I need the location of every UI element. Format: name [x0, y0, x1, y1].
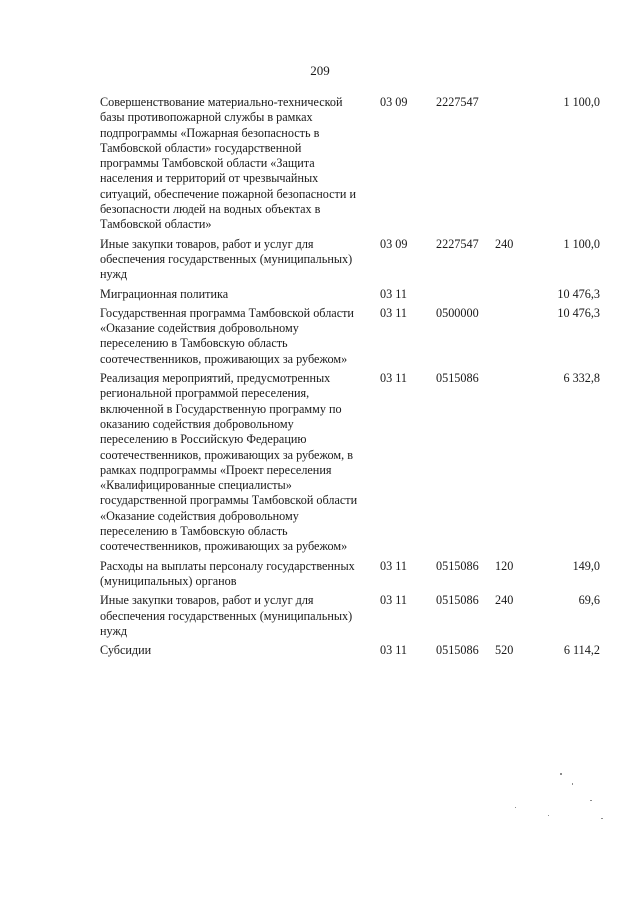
table-row [0, 95, 640, 233]
row-section-code: 03 11 [380, 558, 407, 573]
scan-speck [590, 800, 592, 801]
row-amount: 6 114,2 [563, 643, 600, 658]
table-row [0, 559, 640, 590]
row-section-code: 03 11 [380, 286, 407, 301]
scan-speck [560, 773, 562, 775]
row-description: Реализация мероприятий, предусмотренных региональной программой переселения, включенной в Государственную программу по оказанию содействия добровольному переселению в Российскую Федерацию соотечественников, проживающих за рубежом, в рамках подпрограммы «Проект переселения «Квалифицированные специалисты» государственной программы Тамбовской области «Оказание содействия добровольному переселению в Тамбовскую область соотечественников, проживающих за рубежом» [100, 371, 358, 554]
row-amount: 6 332,8 [563, 371, 600, 386]
row-target-code: 0515086 [436, 371, 479, 386]
row-target-code: 0515086 [436, 593, 479, 608]
row-amount: 10 476,3 [557, 286, 600, 301]
row-target-code: 2227547 [436, 95, 479, 109]
row-target-code: 2227547 [436, 236, 479, 251]
row-section-code: 03 09 [380, 236, 408, 251]
row-section-code: 03 11 [380, 305, 407, 320]
row-section-code: 03 11 [380, 643, 407, 658]
scan-speck [601, 818, 603, 819]
row-amount: 1 100,0 [563, 95, 600, 109]
budget-table [0, 95, 640, 662]
row-amount: 1 100,0 [563, 236, 600, 251]
table-row [0, 306, 640, 367]
row-target-code: 0515086 [436, 558, 479, 573]
scan-speck [572, 783, 573, 785]
table-row [0, 287, 640, 302]
table-row [0, 643, 640, 658]
row-section-code: 03 11 [380, 371, 407, 386]
row-expense-type: 240 [495, 236, 514, 251]
row-expense-type: 240 [495, 593, 514, 608]
row-expense-type: 520 [495, 643, 514, 658]
row-expense-type: 120 [495, 558, 514, 573]
row-description: Миграционная политика [100, 286, 229, 301]
row-section-code: 03 11 [380, 593, 407, 608]
page-number: 209 [310, 63, 330, 78]
row-description: Иные закупки товаров, работ и услуг для обеспечения государственных (муниципальных) нужд [100, 593, 353, 638]
table-row [0, 593, 640, 639]
row-amount: 69,6 [578, 593, 600, 608]
table-row [0, 237, 640, 283]
row-amount: 10 476,3 [557, 305, 600, 320]
table-row [0, 371, 640, 555]
row-description: Расходы на выплаты персоналу государственных (муниципальных) органов [100, 558, 355, 588]
row-description: Субсидии [100, 643, 152, 658]
row-target-code: 0500000 [436, 305, 479, 320]
row-section-code: 03 09 [380, 95, 408, 109]
row-target-code: 0515086 [436, 643, 479, 658]
row-description: Совершенствование материально-технической базы противопожарной службы в рамках подпрограммы «Пожарная безопасность в Тамбовской области» государственной программы Тамбовской области «Защита населения и территорий от чрезвычайных ситуаций, обеспечение пожарной безопасности и безопасности людей на водных объектах в Тамбовской области» [100, 95, 356, 232]
row-description: Иные закупки товаров, работ и услуг для обеспечения государственных (муниципальных) нужд [100, 236, 353, 282]
row-description: Государственная программа Тамбовской области «Оказание содействия добровольному переселению в Тамбовскую область соотечественников, проживающих за рубежом» [100, 305, 354, 366]
scan-speck [548, 815, 549, 816]
row-amount: 149,0 [572, 558, 600, 573]
scan-speck [515, 807, 516, 808]
